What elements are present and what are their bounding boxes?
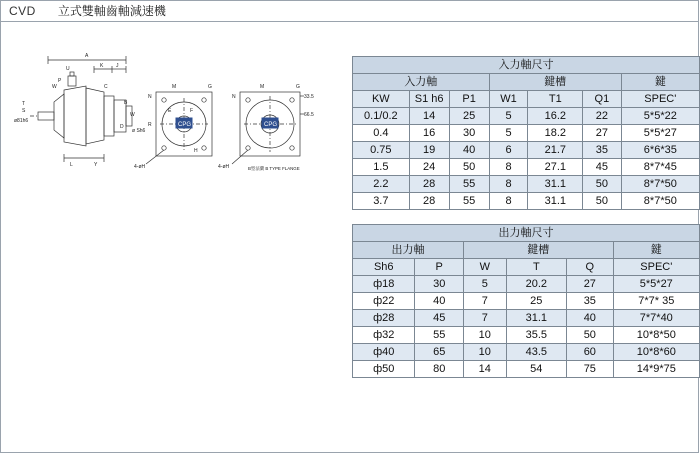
cell-t: 54 <box>506 361 566 378</box>
cell-t1: 16.2 <box>528 108 583 125</box>
svg-text:CPG: CPG <box>264 122 278 128</box>
cell-p: 65 <box>415 344 464 361</box>
model-code: CVD <box>9 3 36 18</box>
cell-spec: 7*7* 35 <box>613 293 699 310</box>
svg-text:4-øH: 4-øH <box>218 164 230 170</box>
cell-p1: 55 <box>449 193 489 210</box>
cell-t: 20.2 <box>506 276 566 293</box>
table-row <box>353 293 700 310</box>
cell-p1: 30 <box>449 125 489 142</box>
cell-w: 14 <box>463 361 506 378</box>
cell-q1: 50 <box>583 176 622 193</box>
cell-p1: 50 <box>449 159 489 176</box>
svg-text:L: L <box>70 162 73 168</box>
cell-w1: 5 <box>489 125 528 142</box>
cell-p: 55 <box>415 327 464 344</box>
cell-t: 25 <box>506 293 566 310</box>
cell-p: 80 <box>415 361 464 378</box>
svg-text:T: T <box>22 101 26 107</box>
cell-p1: 55 <box>449 176 489 193</box>
cell-sh6: ф28 <box>353 310 415 327</box>
cell-p: 45 <box>415 310 464 327</box>
input-table-title-row <box>353 57 700 74</box>
table-row <box>353 276 700 293</box>
cell-w1: 8 <box>489 176 528 193</box>
cell-q: 40 <box>567 310 614 327</box>
col-w: W <box>463 259 506 276</box>
col-p: P <box>415 259 464 276</box>
cell-s1: 28 <box>409 193 449 210</box>
table-row <box>353 142 700 159</box>
cell-w: 7 <box>463 310 506 327</box>
svg-text:B型法蘭 B TYPE FLANGE: B型法蘭 B TYPE FLANGE <box>248 166 300 171</box>
cell-spec: 10*8*50 <box>613 327 699 344</box>
col-q1: Q1 <box>583 91 622 108</box>
cell-s1: 19 <box>409 142 449 159</box>
cell-sh6: ф50 <box>353 361 415 378</box>
svg-text:U: U <box>66 66 70 72</box>
cell-spec: 10*8*60 <box>613 344 699 361</box>
cell-w1: 8 <box>489 159 528 176</box>
cell-w1: 5 <box>489 108 528 125</box>
cell-sh6: ф18 <box>353 276 415 293</box>
cell-w: 5 <box>463 276 506 293</box>
cell-spec: 5*5*27 <box>621 125 699 142</box>
cell-p: 40 <box>415 293 464 310</box>
svg-text:G: G <box>296 84 300 90</box>
cell-q: 50 <box>567 327 614 344</box>
cell-q: 27 <box>567 276 614 293</box>
svg-text:P: P <box>58 78 62 84</box>
cell-t1: 31.1 <box>528 176 583 193</box>
output-table-title-row <box>353 225 700 242</box>
cell-sh6: ф32 <box>353 327 415 344</box>
cell-q: 60 <box>567 344 614 361</box>
col-t1: T1 <box>528 91 583 108</box>
output-group-key: 鍵 <box>613 242 699 259</box>
output-shaft-table-wrap <box>352 224 700 378</box>
input-shaft-table <box>352 56 700 210</box>
col-spec: SPEC' <box>613 259 699 276</box>
col-sh6: Sh6 <box>353 259 415 276</box>
table-row <box>353 310 700 327</box>
svg-text:J: J <box>116 63 119 69</box>
cell-w: 7 <box>463 293 506 310</box>
table-row <box>353 108 700 125</box>
cell-kw: 1.5 <box>353 159 410 176</box>
technical-drawing <box>8 42 328 202</box>
input-shaft-table-wrap <box>352 56 700 210</box>
cell-w: 10 <box>463 327 506 344</box>
svg-text:F: F <box>190 108 194 114</box>
output-shaft-table <box>352 224 700 378</box>
col-p1: P1 <box>449 91 489 108</box>
svg-text:G: G <box>208 84 212 90</box>
col-s1: S1 h6 <box>409 91 449 108</box>
svg-text:W: W <box>130 112 135 118</box>
table-row <box>353 125 700 142</box>
col-kw: KW <box>353 91 410 108</box>
svg-text:4-øH: 4-øH <box>134 164 146 170</box>
cell-q: 35 <box>567 293 614 310</box>
svg-text:S: S <box>22 108 26 114</box>
document-header <box>0 0 699 22</box>
cell-q1: 50 <box>583 193 622 210</box>
output-table-group-row <box>353 242 700 259</box>
cell-q1: 45 <box>583 159 622 176</box>
svg-text:N: N <box>232 94 236 100</box>
svg-text:M: M <box>172 84 177 90</box>
input-group-shaft: 入力軸 <box>353 74 490 91</box>
table-row <box>353 193 700 210</box>
svg-text:M: M <box>260 84 265 90</box>
cell-spec: 7*7*40 <box>613 310 699 327</box>
cell-q1: 35 <box>583 142 622 159</box>
cell-t: 35.5 <box>506 327 566 344</box>
cell-s1: 24 <box>409 159 449 176</box>
cell-w1: 6 <box>489 142 528 159</box>
input-group-keyway: 鍵槽 <box>489 74 621 91</box>
cell-spec: 5*5*27 <box>613 276 699 293</box>
table-row <box>353 344 700 361</box>
svg-text:ø Sh6: ø Sh6 <box>132 128 146 134</box>
svg-text:C: C <box>104 84 108 90</box>
cell-p: 30 <box>415 276 464 293</box>
cell-spec: 8*7*50 <box>621 176 699 193</box>
input-table-title: 入力軸尺寸 <box>353 57 700 74</box>
cell-t1: 21.7 <box>528 142 583 159</box>
input-table-group-row <box>353 74 700 91</box>
col-spec: SPEC' <box>621 91 699 108</box>
cell-kw: 3.7 <box>353 193 410 210</box>
svg-text:H: H <box>194 148 198 154</box>
col-w1: W1 <box>489 91 528 108</box>
cell-kw: 0.1/0.2 <box>353 108 410 125</box>
cell-kw: 0.75 <box>353 142 410 159</box>
cell-kw: 0.4 <box>353 125 410 142</box>
cell-kw: 2.2 <box>353 176 410 193</box>
cell-s1: 16 <box>409 125 449 142</box>
col-q: Q <box>567 259 614 276</box>
cell-p1: 25 <box>449 108 489 125</box>
svg-text:W: W <box>52 84 57 90</box>
cell-t: 43.5 <box>506 344 566 361</box>
cell-spec: 14*9*75 <box>613 361 699 378</box>
svg-text:R: R <box>148 122 152 128</box>
cell-spec: 6*6*35 <box>621 142 699 159</box>
svg-text:33.5: 33.5 <box>304 94 314 100</box>
cell-spec: 5*5*22 <box>621 108 699 125</box>
svg-text:Y: Y <box>94 162 98 168</box>
svg-text:K: K <box>100 63 104 69</box>
cell-s1: 28 <box>409 176 449 193</box>
table-row <box>353 327 700 344</box>
cell-q: 75 <box>567 361 614 378</box>
output-group-keyway: 鍵槽 <box>463 242 613 259</box>
input-group-key: 鍵 <box>621 74 699 91</box>
page-title: 立式雙軸齒軸減速機 <box>57 4 166 18</box>
cell-sh6: ф40 <box>353 344 415 361</box>
svg-text:ø81h6: ø81h6 <box>14 118 29 124</box>
cell-sh6: ф22 <box>353 293 415 310</box>
svg-text:CPG: CPG <box>178 122 192 128</box>
table-row <box>353 159 700 176</box>
svg-text:A: A <box>85 53 89 59</box>
cell-w1: 8 <box>489 193 528 210</box>
cell-t1: 18.2 <box>528 125 583 142</box>
cell-spec: 8*7*50 <box>621 193 699 210</box>
svg-text:B: B <box>124 100 128 106</box>
svg-text:66.5: 66.5 <box>304 112 314 118</box>
svg-text:D: D <box>120 124 124 130</box>
cell-t: 31.1 <box>506 310 566 327</box>
svg-text:E: E <box>168 108 172 114</box>
input-table-column-row <box>353 91 700 108</box>
output-group-shaft: 出力軸 <box>353 242 464 259</box>
output-table-title: 出力軸尺寸 <box>353 225 700 242</box>
cell-spec: 8*7*45 <box>621 159 699 176</box>
cell-p1: 40 <box>449 142 489 159</box>
cell-t1: 31.1 <box>528 193 583 210</box>
cell-t1: 27.1 <box>528 159 583 176</box>
cell-q1: 27 <box>583 125 622 142</box>
table-row <box>353 176 700 193</box>
cell-s1: 14 <box>409 108 449 125</box>
cell-w: 10 <box>463 344 506 361</box>
col-t: T <box>506 259 566 276</box>
table-row <box>353 361 700 378</box>
cell-q1: 22 <box>583 108 622 125</box>
svg-text:N: N <box>148 94 152 100</box>
output-table-column-row <box>353 259 700 276</box>
